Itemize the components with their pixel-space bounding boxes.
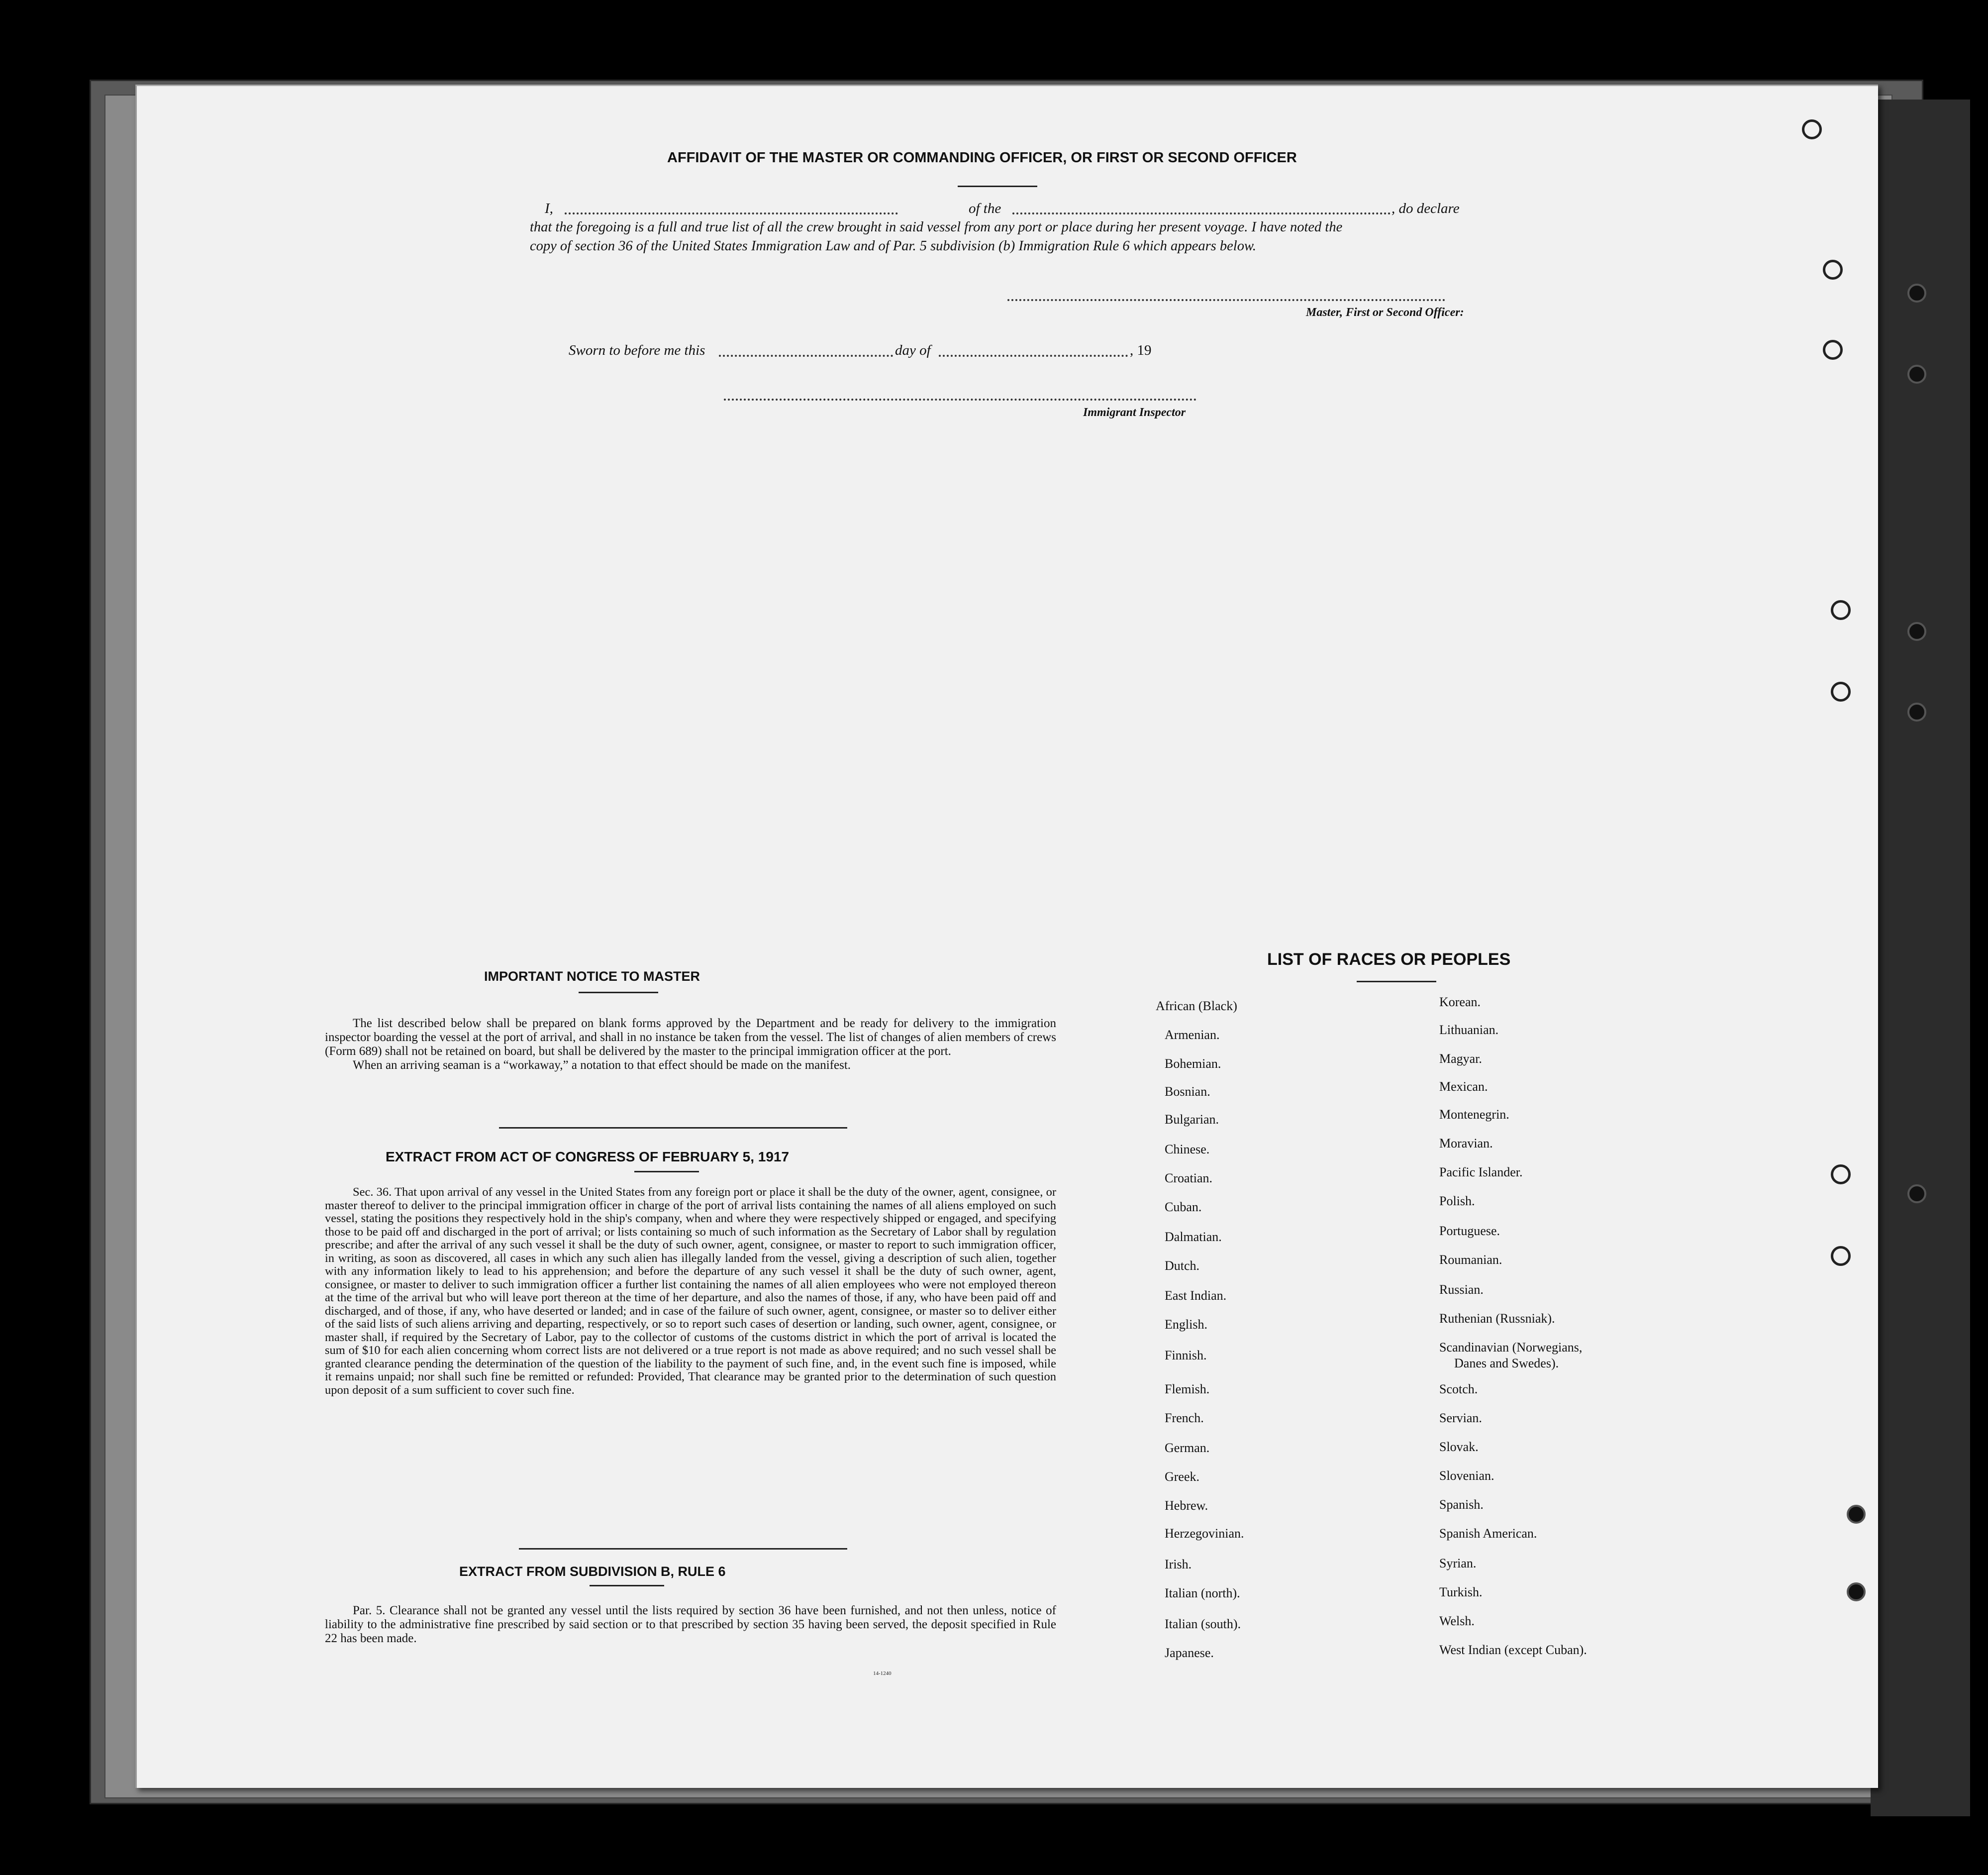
binder-hole: [1847, 1582, 1866, 1601]
race-item: Herzegovinian.: [1165, 1526, 1244, 1541]
binder-hole: [1907, 284, 1926, 303]
race-item: Welsh.: [1439, 1614, 1475, 1628]
affidavit-title: AFFIDAVIT OF THE MASTER OR COMMANDING OFFICER, OR FIRST OR SECOND OFFICER: [667, 150, 1297, 166]
race-item: Cuban.: [1165, 1200, 1202, 1214]
race-item: Flemish.: [1165, 1382, 1210, 1396]
notice-paragraph-1: The list described below shall be prepared on blank forms approved by the Department and be ready for delivery to the immigration inspector boarding the vessel at the port of arrival, and shall in no instance be taken from the vessel. The list of changes of alien members of crews (Form 689) shall not be retained on board, but shall be delivered by the master to the principal immigration officer at the port.: [325, 1017, 1056, 1058]
notice-paragraph-2: When an arriving seaman is a “workaway,” a notation to that effect should be made on the manifest.: [353, 1058, 851, 1072]
race-item: Croatian.: [1165, 1171, 1213, 1185]
race-item: Dalmatian.: [1165, 1230, 1222, 1244]
binder-hole: [1802, 119, 1822, 139]
day-of-text: day of: [895, 342, 931, 358]
race-item: Slovenian.: [1439, 1468, 1494, 1483]
race-item: Montenegrin.: [1439, 1107, 1509, 1122]
race-item: Spanish American.: [1439, 1526, 1537, 1541]
race-item: Pacific Islander.: [1439, 1165, 1523, 1179]
race-item: Lithuanian.: [1439, 1023, 1499, 1037]
race-item: Mexican.: [1439, 1079, 1488, 1094]
race-item: Italian (north).: [1165, 1586, 1240, 1600]
race-item: Ruthenian (Russniak).: [1439, 1311, 1555, 1326]
race-item: Russian.: [1439, 1282, 1484, 1297]
inspector-signature-blank[interactable]: [724, 399, 1196, 401]
vessel-blank[interactable]: [1012, 212, 1391, 214]
extract-rule-rule: [590, 1585, 664, 1586]
race-item: Bulgarian.: [1165, 1112, 1219, 1127]
race-item: Syrian.: [1439, 1556, 1477, 1570]
binder-hole: [1907, 1184, 1926, 1203]
extract-rule-body: [325, 1604, 1056, 1646]
binder-hole: [1823, 260, 1843, 280]
race-item: English.: [1165, 1317, 1207, 1332]
races-title: LIST OF RACES OR PEOPLES: [1267, 950, 1511, 969]
race-item: Bohemian.: [1165, 1056, 1221, 1071]
race-item: Roumanian.: [1439, 1252, 1502, 1267]
race-item: German.: [1165, 1441, 1210, 1455]
year-text: , 19: [1130, 342, 1152, 358]
sworn-text: Sworn to before me this: [569, 342, 705, 358]
binder-hole: [1831, 600, 1851, 620]
race-item: Portuguese.: [1439, 1224, 1500, 1238]
binder-hole: [1907, 703, 1926, 722]
race-item: Scotch.: [1439, 1382, 1478, 1396]
par-5-text: Par. 5. Clearance shall not be granted any vessel until the lists required by section 36 have been furnished, and not then unless, notice of liability to the administrative fine prescribed by said section or to that prescribed by section 35 having been served, the deposit specified in Rule 22 has been made.: [325, 1604, 1056, 1645]
affidavit-line-2: that the foregoing is a full and true list of all the crew brought in said vessel from any port or place during her present voyage. I have noted the: [530, 219, 1343, 235]
section-36-text: Sec. 36. That upon arrival of any vessel in the United States from any foreign port or place it shall be the duty of the owner, agent, consignee, or master thereof to deliver to the principal immigration officer in charge of the port of arrival lists containing the names of all aliens employed on such vessel, stating the positions they respectively hold in the ship's company, when and where they were respectively shipped or engaged, and specifying those to be paid off and discharged in the port of arrival; or lists containing so much of such information as the Secretary of Labor shall by regulation prescribe; and after the arrival of any such vessel it shall be the duty of such owner, agent, consignee, or master to report to such immigration officer, in writing, as soon as discovered, all cases in which any such alien has illegally landed from the vessel, giving a description of such alien, together with any information likely to lead to his apprehension; and before the departure of any such vessel it shall be the duty of such owner, agent, consignee, or master to deliver to such immigration officer a further list containing the names of all alien employees who were not employed thereon at the time of the arrival but who will leave port thereon at the time of her departure, and also the names of those, if any, who have been paid off and discharged, and of those, if any, who have deserted or landed; and in case of the failure of such owner, agent, consignee, or master so to deliver either of the said lists of such aliens arriving and departing, respectively, or so to report such cases of desertion or landing, such owner, agent, consignee, or master shall, if required by the Secretary of Labor, pay to the collector of customs of the customs district in which the port of arrival is located the sum of $10 for each alien concerning whom correct lists are not delivered or a true report is not made as above required; and no such vessel shall be granted clearance pending the determination of the question of the liability to the payment of such fine, and, in the event such fine is imposed, while it remains unpaid; nor shall such fine be remitted or refunded: Provided, That clearance may be granted prior to the determination of such question upon deposit of a sum sufficient to cover such fine.: [325, 1185, 1056, 1397]
race-item: Turkish.: [1439, 1585, 1483, 1599]
race-item: East Indian.: [1165, 1288, 1227, 1303]
race-item: Finnish.: [1165, 1348, 1207, 1362]
form-number: 14-1240: [873, 1670, 892, 1676]
affidavit-declare: , do declare: [1392, 201, 1460, 216]
rule-divider: [519, 1548, 847, 1550]
race-item: Greek.: [1165, 1469, 1200, 1484]
race-item: Japanese.: [1165, 1646, 1214, 1660]
race-item: Danes and Swedes).: [1454, 1356, 1559, 1370]
race-item: French.: [1165, 1411, 1204, 1425]
race-item: Irish.: [1165, 1557, 1192, 1571]
race-item: Spanish.: [1439, 1497, 1484, 1512]
notice-body: [325, 1017, 1056, 1072]
affidavit-line-3: copy of section 36 of the United States Immigration Law and of Par. 5 subdivision (b) Immigration Rule 6 which appears below.: [530, 238, 1256, 254]
notice-title-rule: [579, 992, 658, 993]
race-item: Bosnian.: [1165, 1084, 1210, 1099]
binder-strip: [1871, 100, 1970, 1816]
race-item: Dutch.: [1165, 1258, 1200, 1273]
race-item: Moravian.: [1439, 1136, 1493, 1150]
race-item: Servian.: [1439, 1411, 1482, 1425]
race-item: African (Black): [1156, 999, 1237, 1013]
extract-act-rule: [634, 1171, 699, 1172]
race-item: Italian (south).: [1165, 1617, 1241, 1631]
race-item: Polish.: [1439, 1194, 1475, 1208]
affidavit-i: I,: [545, 201, 553, 216]
race-item: Hebrew.: [1165, 1498, 1208, 1513]
manifest-page: [135, 85, 1878, 1788]
inspector-label: Immigrant Inspector: [1083, 406, 1186, 419]
sworn-day-blank[interactable]: [719, 355, 893, 357]
binder-hole: [1831, 682, 1851, 702]
extract-rule-title: EXTRACT FROM SUBDIVISION B, RULE 6: [459, 1564, 726, 1579]
binder-hole: [1831, 1246, 1851, 1266]
extract-act-body: [325, 1186, 1056, 1397]
affidavit-of-the: of the: [969, 201, 1001, 216]
binder-hole: [1847, 1505, 1866, 1524]
race-item: Chinese.: [1165, 1142, 1210, 1156]
races-title-rule: [1357, 981, 1436, 982]
notice-title: IMPORTANT NOTICE TO MASTER: [484, 969, 700, 984]
name-blank[interactable]: [565, 212, 898, 214]
binder-hole: [1907, 622, 1926, 641]
race-item: Scandinavian (Norwegians,: [1439, 1340, 1583, 1354]
race-item: Magyar.: [1439, 1051, 1482, 1066]
extract-act-title: EXTRACT FROM ACT OF CONGRESS OF FEBRUARY 5, 1917: [386, 1149, 790, 1164]
master-signature-blank[interactable]: [1007, 299, 1445, 301]
race-item: Armenian.: [1165, 1028, 1220, 1042]
binder-hole: [1907, 365, 1926, 384]
race-item: West Indian (except Cuban).: [1439, 1643, 1587, 1657]
affidavit-title-rule: [958, 186, 1037, 187]
binder-hole: [1831, 1164, 1851, 1184]
race-item: Slovak.: [1439, 1440, 1479, 1454]
sworn-month-blank[interactable]: [939, 355, 1128, 357]
binder-hole: [1823, 340, 1843, 360]
master-signature-label: Master, First or Second Officer:: [1306, 306, 1464, 319]
notice-divider: [499, 1127, 847, 1129]
race-item: Korean.: [1439, 995, 1481, 1009]
